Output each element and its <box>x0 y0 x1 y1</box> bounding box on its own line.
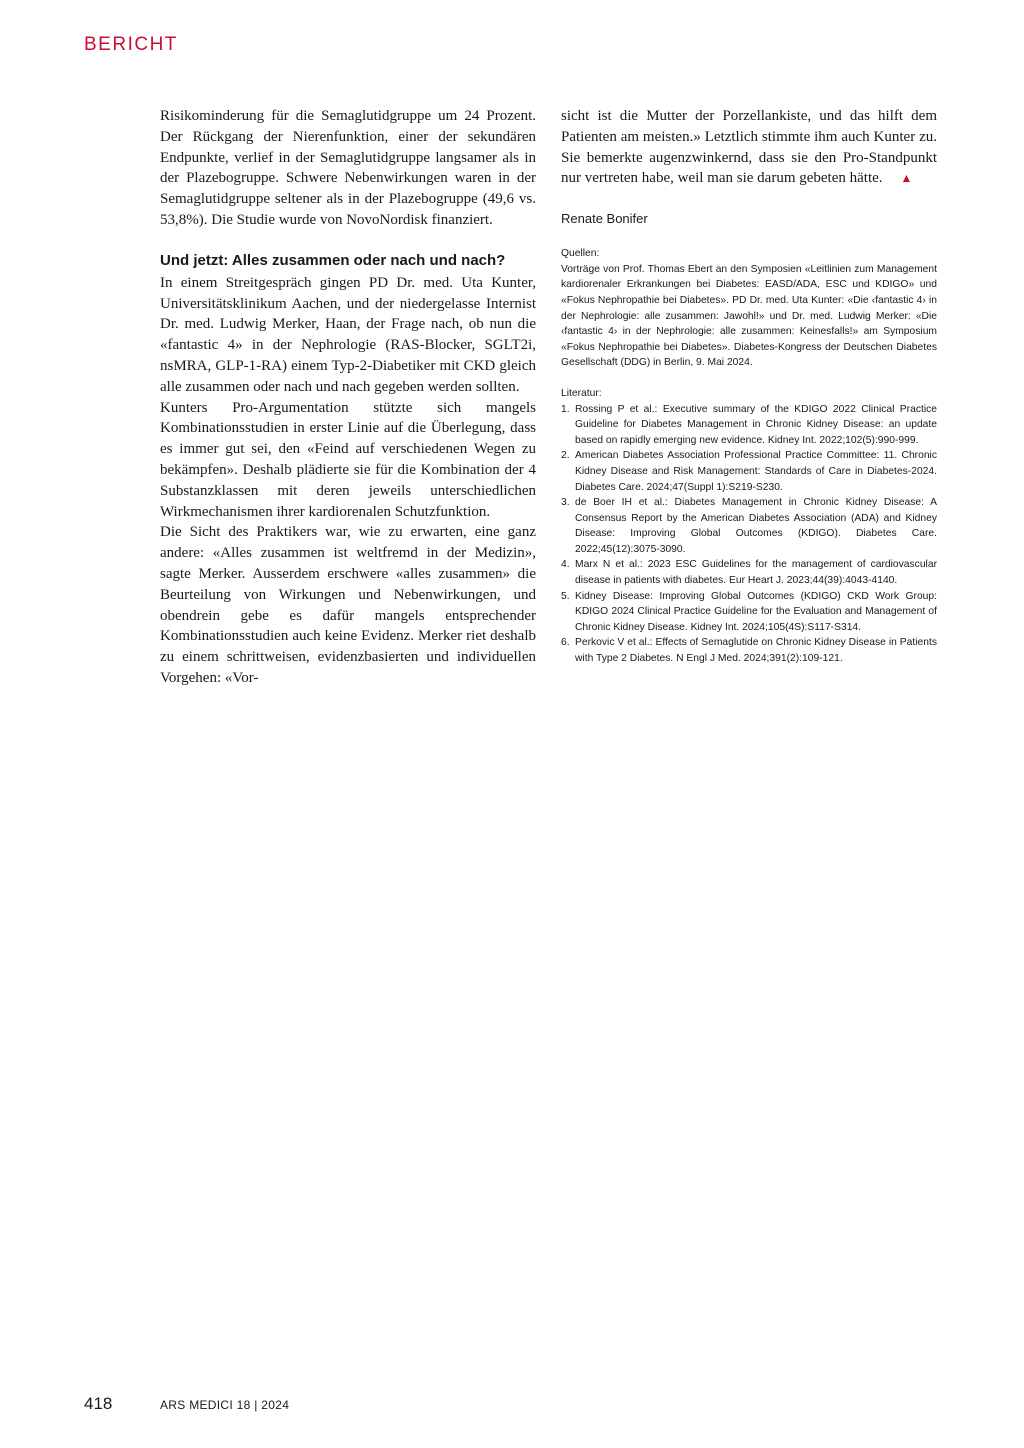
sources-label: Quellen: <box>561 248 600 260</box>
reference-number: 5. <box>561 590 570 602</box>
paragraph-merker-argument: Die Sicht des Praktikers war, wie zu erwarten, eine ganz andere: «Alles zusammen ist weltfremd in der Medizin», sagte Merker. Ausserdem erschwere «alles zusammen» die Beurteilung von Wirkungen und Nebenwirkungen, und obendrein gebe es dafür mangels entsprechender Kombinationsstudien auch keine Evidenz. Merker riet deshalb zu einem schrittweisen, evidenzbasierten und individuellen Vorgehen: «Vor- <box>160 524 536 686</box>
right-column <box>561 106 937 667</box>
reference-text: Perkovic V et al.: Effects of Semaglutide on Chronic Kidney Disease in Patients with Type 2 Diabetes. N Engl J Med. 2024;391(2):109-121. <box>575 637 937 665</box>
reference-item <box>561 635 937 666</box>
reference-item <box>561 589 937 636</box>
journal-issue: ARS MEDICI 18 | 2024 <box>160 1398 290 1412</box>
paragraph-semaglutide-results: Risikominderung für die Semaglutidgruppe um 24 Prozent. Der Rückgang der Nierenfunktion, einer der sekundären Endpunkte, verlief in der Semaglutidgruppe langsamer als in der Plazebogruppe. Schwere Nebenwirkungen waren in der Semaglutidgruppe seltener als in der Plazebogruppe (49,6 vs. 53,8%). Die Studie wurde von NovoNordisk finanziert. <box>160 108 536 228</box>
reference-text: de Boer IH et al.: Diabetes Management in Chronic Kidney Disease: A Consensus Report by the American Diabetes Association (ADA) and Kidney Disease: Improving Global Outcomes (KDIGO). Diabetes Care. 2022;45(12):3075-3090. <box>575 497 937 555</box>
paragraph-conclusion <box>561 106 937 189</box>
paragraph-debate-intro: In einem Streitgespräch gingen PD Dr. med. Uta Kunter, Universitätsklinikum Aachen, und der niedergelasse Internist Dr. med. Ludwig Merker, Haan, der Frage nach, ob nun die «fantastic 4» in der Nephrologie (RAS-Blocker, SGLT2i, nsMRA, GLP-1-RA) einem Typ-2-Diabetiker mit CKD gleich alle zusammen oder nach und nach gegeben werden sollten. <box>160 274 536 395</box>
reference-item <box>561 557 937 588</box>
reference-text: Marx N et al.: 2023 ESC Guidelines for the management of cardiovascular disease in patients with diabetes. Eur Heart J. 2023;44(39):4043-4140. <box>575 559 937 587</box>
section-label: BERICHT <box>84 34 178 55</box>
page-number: 418 <box>84 1394 113 1413</box>
literature-label: Literatur: <box>561 387 602 399</box>
end-mark-icon: ▲ <box>900 171 913 186</box>
reference-number: 2. <box>561 450 570 462</box>
reference-text: Kidney Disease: Improving Global Outcomes (KDIGO) CKD Work Group: KDIGO 2024 Clinical Practice Guideline for the Evaluation and Management of Chronic Kidney Disease. Kidney Int. 2024;105(4S):S117-S314. <box>575 590 937 633</box>
reference-number: 4. <box>561 559 570 571</box>
sources-text: Vorträge von Prof. Thomas Ebert an den Symposien «Leitlinien zum Management kardiorenaler Erkrankungen bei Diabetes: EASD/ADA, ESC und KDIGO» und «Fokus Nephropathie bei Diabetes». PD Dr. med. Uta Kunter: «Die ‹fantastic 4› in der Nephrologie: alle zusammen: Jawohl!» und Dr. med. Ludwig Merker: «Die ‹fantastic 4› in der Nephrologie: alle zusammen: Keinesfalls!» am Symposium «Fokus Nephropathie bei Diabetes». Diabetes-Kongress der Deutschen Diabetes Gesellschaft (DDG) in Berlin, 9. Mai 2024. <box>561 263 937 369</box>
reference-text: American Diabetes Association Professional Practice Committee: 11. Chronic Kidney Disease and Risk Management: Standards of Care in Diabetes-2024. Diabetes Care. 2024;47(Suppl 1):S219-S230. <box>575 450 937 493</box>
paragraph-kunter-argument: Kunters Pro-Argumentation stützte sich mangels Kombinationsstudien in erster Linie auf die Überlegung, dass es immer gut sei, den «Feind auf verschiedenen Wegen zu bekämpfen». Deshalb plädierte sie für die Kombination der 4 Substanzklassen mit deren jeweils unterschiedlichen Wirkmechanismen ihrer kardiorenalen Schutzfunktion. <box>160 399 536 520</box>
subheading: Und jetzt: Alles zusammen oder nach und nach? <box>160 251 506 269</box>
reference-number: 3. <box>561 497 570 509</box>
reference-item <box>561 448 937 495</box>
reference-number: 1. <box>561 403 570 415</box>
author-name: Renate Bonifer <box>561 211 648 227</box>
conclusion-text: sicht ist die Mutter der Porzellankiste, und das hilft dem Patienten am meisten.» Letztlich stimmte ihm auch Kunter zu. Sie bemerkte augenzwinkernd, dass sie den Pro-Standpunkt nur vertreten habe, weil man sie darum gebeten hätte. <box>561 108 937 187</box>
reference-text: Rossing P et al.: Executive summary of the KDIGO 2022 Clinical Practice Guideline for Diabetes Management in Chronic Kidney Disease: an update based on rapidly emerging new evidence. Kidney Int. 2022;102(5):990-999. <box>575 403 937 446</box>
reference-number: 6. <box>561 637 570 649</box>
reference-item <box>561 402 937 449</box>
reference-list <box>561 402 937 667</box>
reference-item <box>561 495 937 557</box>
left-column <box>160 106 536 689</box>
